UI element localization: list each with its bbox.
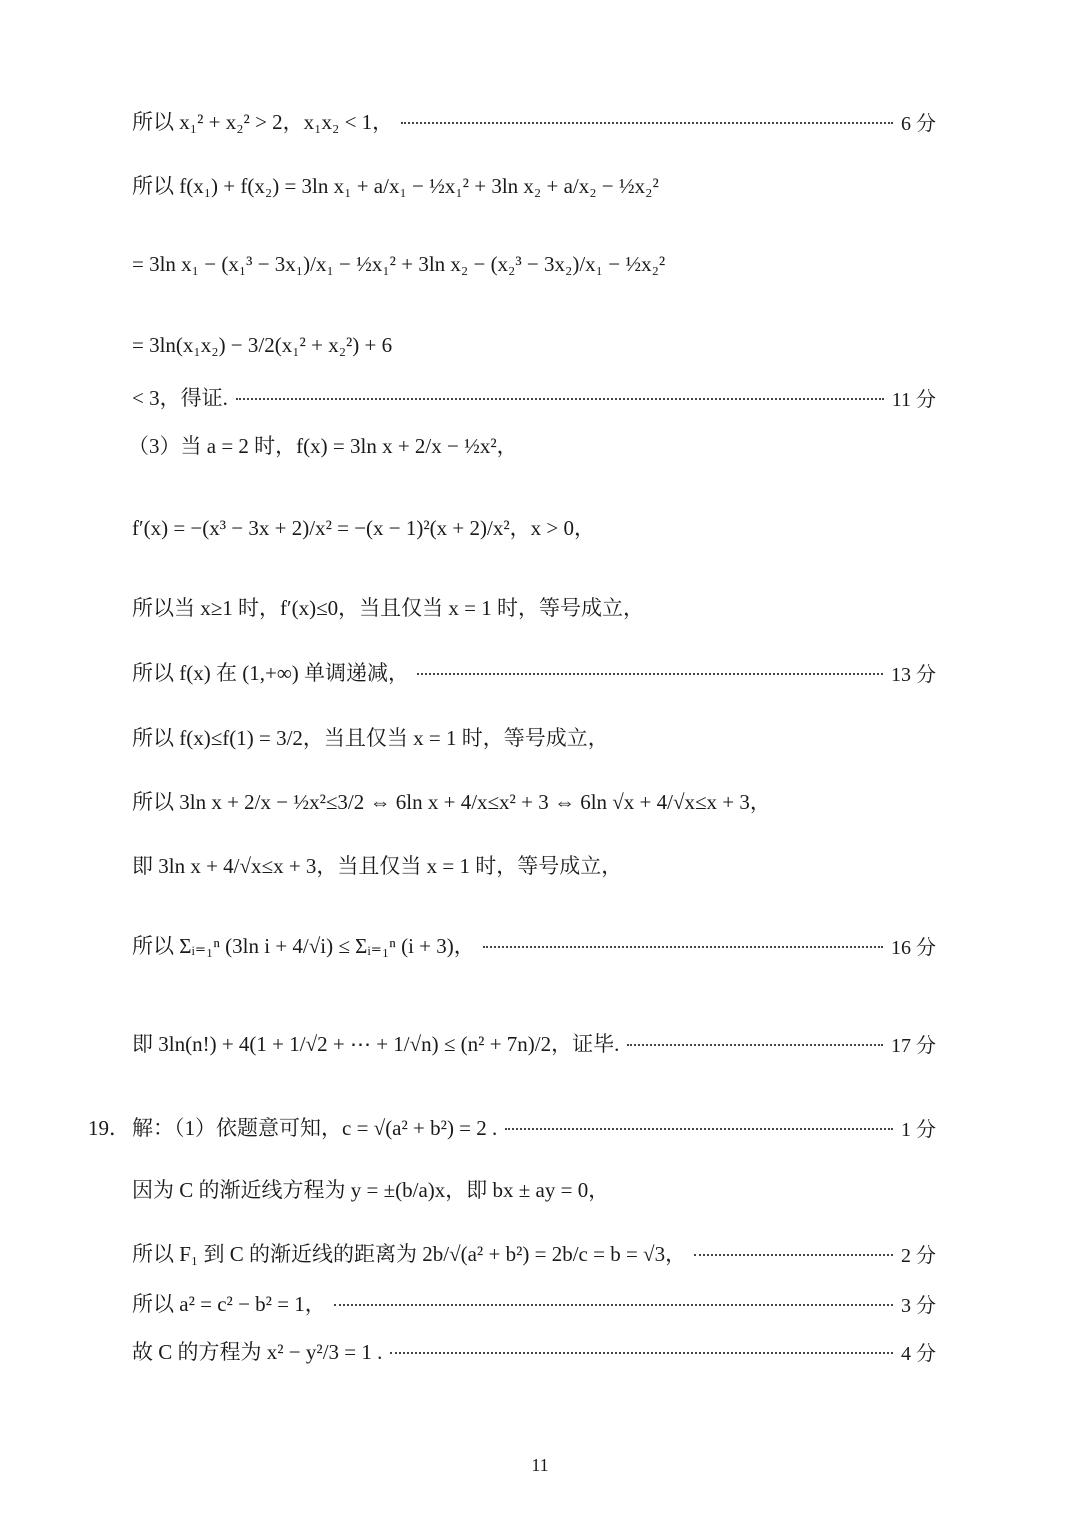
page-number: 11 bbox=[531, 1455, 549, 1475]
solution-line bbox=[132, 333, 936, 358]
score-label: 13 分 bbox=[891, 663, 936, 686]
leader-dots bbox=[483, 946, 883, 948]
line-text: 故 C 的方程为 x² − y²/3 = 1 . bbox=[132, 1340, 383, 1364]
line-text: 所以 Σᵢ₌₁ⁿ (3ln i + 4/√i) ≤ Σᵢ₌₁ⁿ (i + 3)， bbox=[132, 934, 475, 958]
leader-dots bbox=[417, 673, 883, 675]
solution-line bbox=[132, 1238, 936, 1268]
line-text: = 3ln x₁ − (x₁³ − 3x₁)/x₁ − ½x₁² + 3ln x₂ − (x₂³ − 3x₂)/x₁ − ½x₂² bbox=[132, 252, 666, 276]
score-label: 1 分 bbox=[901, 1118, 936, 1141]
solution-line bbox=[132, 1336, 936, 1366]
solution-line bbox=[132, 1028, 936, 1058]
question-number: 19． bbox=[88, 1116, 130, 1140]
leader-dots bbox=[236, 398, 884, 400]
score-label: 16 分 bbox=[891, 936, 936, 959]
leader-dots bbox=[401, 122, 893, 124]
score-label: 6 分 bbox=[901, 112, 936, 135]
solution-line bbox=[132, 252, 936, 277]
solution-line bbox=[132, 512, 936, 542]
line-text: 因为 C 的渐近线方程为 y = ±(b/a)x，即 bx ± ay = 0， bbox=[132, 1178, 610, 1202]
line-text: （3）当 a = 2 时，f(x) = 3ln x + 2/x − ½x²， bbox=[128, 434, 518, 458]
line-text: f′(x) = −(x³ − 3x + 2)/x² = −(x − 1)²(x + 2)/x²，x > 0， bbox=[132, 516, 595, 540]
solution-line bbox=[132, 850, 936, 880]
line-text: 所以当 x≥1 时，f′(x)≤0，当且仅当 x = 1 时，等号成立， bbox=[132, 596, 644, 620]
line-text: 所以 x₁² + x₂² > 2，x₁x₂ < 1， bbox=[132, 110, 394, 134]
solution-line bbox=[132, 106, 936, 136]
leader-dots bbox=[694, 1254, 893, 1256]
leader-dots bbox=[627, 1044, 883, 1046]
solution-line bbox=[132, 1174, 936, 1204]
solution-line bbox=[132, 382, 936, 412]
solution-line bbox=[132, 592, 936, 622]
line-text: 所以 f(x) 在 (1,+∞) 单调递减， bbox=[132, 661, 410, 685]
solution-line bbox=[132, 786, 936, 816]
score-label: 2 分 bbox=[901, 1244, 936, 1267]
score-label: 4 分 bbox=[901, 1342, 936, 1365]
line-text: 即 3ln x + 4/√x≤x + 3，当且仅当 x = 1 时，等号成立， bbox=[132, 854, 623, 878]
line-text: 所以 3ln x + 2/x − ½x²≤3/2 ⇔ 6ln x + 4/x≤x² + 3 ⇔ 6ln √x + 4/√x≤x + 3， bbox=[132, 790, 771, 814]
score-label: 11 分 bbox=[891, 388, 936, 411]
line-text: 即 3ln(n!) + 4(1 + 1/√2 + ⋯ + 1/√n) ≤ (n² + 7n)/2，证毕. bbox=[132, 1032, 620, 1056]
line-text: = 3ln(x₁x₂) − 3/2(x₁² + x₂²) + 6 bbox=[132, 333, 393, 357]
line-text: 所以 f(x₁) + f(x₂) = 3ln x₁ + a/x₁ − ½x₁² + 3ln x₂ + a/x₂ − ½x₂² bbox=[132, 174, 659, 198]
leader-dots bbox=[334, 1304, 893, 1306]
score-label: 3 分 bbox=[901, 1294, 936, 1317]
solution-line bbox=[132, 170, 936, 200]
line-text: 所以 a² = c² − b² = 1， bbox=[132, 1292, 326, 1316]
leader-dots bbox=[505, 1128, 893, 1130]
line-text: 解：（1）依题意可知，c = √(a² + b²) = 2 . bbox=[132, 1116, 498, 1140]
line-text: < 3，得证. bbox=[132, 386, 228, 410]
solution-line bbox=[132, 657, 936, 687]
solution-line bbox=[132, 1112, 936, 1142]
solution-line bbox=[128, 430, 936, 460]
leader-dots bbox=[390, 1352, 893, 1354]
solution-line bbox=[132, 1288, 936, 1318]
solution-line bbox=[132, 722, 936, 752]
line-text: 所以 F₁ 到 C 的渐近线的距离为 2b/√(a² + b²) = 2b/c = b = √3， bbox=[132, 1242, 687, 1266]
line-text: 所以 f(x)≤f(1) = 3/2，当且仅当 x = 1 时，等号成立， bbox=[132, 726, 609, 750]
score-label: 17 分 bbox=[891, 1034, 936, 1057]
solution-line bbox=[132, 930, 936, 960]
